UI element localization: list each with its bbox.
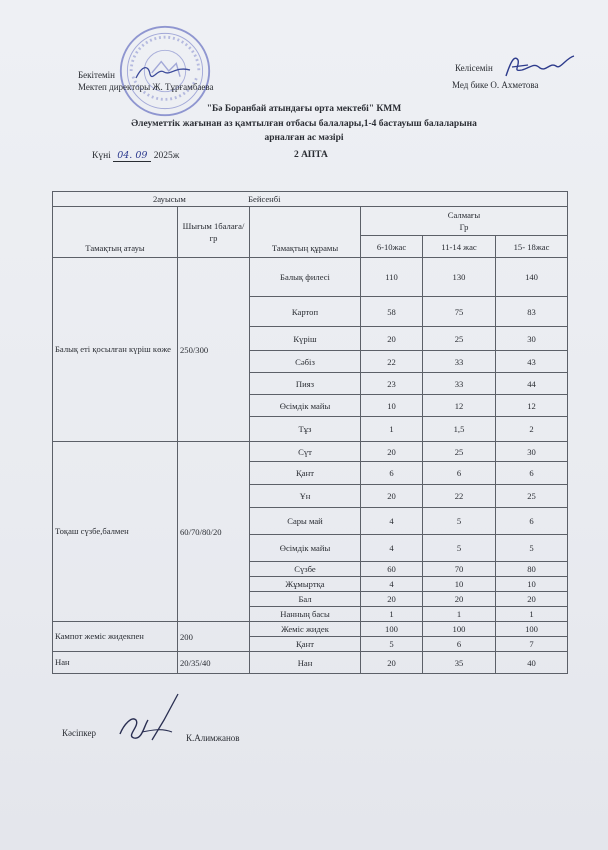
weight-11-14: 70 — [423, 562, 496, 577]
weight-15-18: 6 — [496, 462, 568, 485]
ingredient-name: Қант — [250, 462, 361, 485]
weight-15-18: 40 — [496, 652, 568, 674]
dish-output: 250/300 — [178, 258, 250, 442]
shift-row — [53, 192, 568, 207]
weight-6-10: 20 — [361, 592, 423, 607]
weight-6-10: 20 — [361, 442, 423, 462]
weight-6-10: 4 — [361, 577, 423, 592]
ingredient-name: Пияз — [250, 373, 361, 395]
weight-15-18: 7 — [496, 637, 568, 652]
weight-6-10: 110 — [361, 258, 423, 297]
weight-15-18: 80 — [496, 562, 568, 577]
date-value: 04. 09 — [113, 150, 151, 162]
nurse-signature — [500, 50, 580, 82]
header-row-1 — [53, 207, 568, 236]
dish-name: Нан — [53, 652, 178, 674]
weight-11-14: 12 — [423, 395, 496, 417]
header-weight-label: Салмағы — [447, 210, 481, 220]
header-composition: Тамақтың құрамы — [250, 207, 361, 258]
weight-15-18: 43 — [496, 351, 568, 373]
school-title: "Бә Боранбай атындағы орта мектебі" КММ — [206, 104, 402, 114]
weight-11-14: 35 — [423, 652, 496, 674]
shift-label: 2ауысым — [153, 194, 186, 204]
dish-name: Балық еті қосылған күріш көже — [53, 258, 178, 442]
weight-6-10: 1 — [361, 607, 423, 622]
agree-label: Келісемін — [455, 63, 493, 73]
header-weight — [361, 207, 568, 236]
shift-cell — [53, 192, 568, 207]
weight-15-18: 140 — [496, 258, 568, 297]
day-label: Бейсенбі — [248, 194, 281, 204]
ingredient-name: Өсімдік майы — [250, 535, 361, 562]
menu-table-body — [53, 192, 568, 674]
weight-11-14: 22 — [423, 485, 496, 508]
week-label: 2 АПТА — [294, 150, 328, 160]
ingredient-name: Тұз — [250, 417, 361, 442]
ingredient-name: Сәбіз — [250, 351, 361, 373]
weight-11-14: 20 — [423, 592, 496, 607]
weight-15-18: 10 — [496, 577, 568, 592]
entrepreneur-name: К.Алимжанов — [186, 733, 240, 743]
entrepreneur-label: Кәсіпкер — [62, 728, 96, 738]
nurse-name: Мед бике О. Ахметова — [452, 80, 539, 90]
approve-label: Бекітемін — [78, 70, 115, 80]
weight-6-10: 20 — [361, 485, 423, 508]
weight-11-14: 75 — [423, 297, 496, 327]
weight-15-18: 6 — [496, 508, 568, 535]
weight-6-10: 100 — [361, 622, 423, 637]
header-dish: Тамақтың атауы — [53, 207, 178, 258]
weight-15-18: 1 — [496, 607, 568, 622]
weight-15-18: 25 — [496, 485, 568, 508]
weight-11-14: 6 — [423, 637, 496, 652]
weight-11-14: 100 — [423, 622, 496, 637]
menu-row — [53, 622, 568, 637]
header-age-15-18: 15- 18жас — [496, 236, 568, 258]
weight-11-14: 1,5 — [423, 417, 496, 442]
date-label: Күні — [92, 151, 111, 161]
header-age-6-10: 6-10жас — [361, 236, 423, 258]
dish-name: Кампот жеміс жидекпен — [53, 622, 178, 652]
dish-output: 200 — [178, 622, 250, 652]
menu-row — [53, 442, 568, 462]
ingredient-name: Қант — [250, 637, 361, 652]
ingredient-name: Нанның басы — [250, 607, 361, 622]
date-line — [92, 150, 179, 161]
weight-15-18: 2 — [496, 417, 568, 442]
ingredient-name: Жеміс жидек — [250, 622, 361, 637]
dish-output: 20/35/40 — [178, 652, 250, 674]
ingredient-name: Картоп — [250, 297, 361, 327]
ingredient-name: Күріш — [250, 327, 361, 351]
weight-15-18: 44 — [496, 373, 568, 395]
weight-6-10: 20 — [361, 327, 423, 351]
weight-11-14: 130 — [423, 258, 496, 297]
weight-6-10: 23 — [361, 373, 423, 395]
header-output: Шығым 1балаға/гр — [178, 207, 250, 258]
weight-11-14: 10 — [423, 577, 496, 592]
weight-15-18: 100 — [496, 622, 568, 637]
menu-row — [53, 258, 568, 297]
entrepreneur-signature — [112, 690, 190, 750]
weight-15-18: 30 — [496, 442, 568, 462]
dish-name: Тоқаш сүзбе,балмен — [53, 442, 178, 622]
weight-15-18: 83 — [496, 297, 568, 327]
weight-11-14: 5 — [423, 508, 496, 535]
weight-11-14: 1 — [423, 607, 496, 622]
header-age-11-14: 11-14 жас — [423, 236, 496, 258]
menu-row — [53, 652, 568, 674]
ingredient-name: Сүзбе — [250, 562, 361, 577]
ingredient-name: Бал — [250, 592, 361, 607]
ingredient-name: Ұн — [250, 485, 361, 508]
menu-title-line2: Әлеуметтік жағынан аз қамтылған отбасы балалары,1-4 бастауыш балаларына — [131, 119, 477, 129]
weight-6-10: 6 — [361, 462, 423, 485]
ingredient-name: Нан — [250, 652, 361, 674]
menu-title-line3: арналған ас мәзірі — [264, 133, 344, 143]
weight-11-14: 33 — [423, 373, 496, 395]
weight-15-18: 12 — [496, 395, 568, 417]
dish-output: 60/70/80/20 — [178, 442, 250, 622]
ingredient-name: Өсімдік майы — [250, 395, 361, 417]
weight-15-18: 30 — [496, 327, 568, 351]
ingredient-name: Балық филесі — [250, 258, 361, 297]
weight-6-10: 22 — [361, 351, 423, 373]
director-signature — [132, 60, 194, 86]
weight-6-10: 1 — [361, 417, 423, 442]
weight-11-14: 25 — [423, 442, 496, 462]
weight-11-14: 6 — [423, 462, 496, 485]
weight-6-10: 60 — [361, 562, 423, 577]
weight-6-10: 58 — [361, 297, 423, 327]
weight-6-10: 10 — [361, 395, 423, 417]
weight-6-10: 20 — [361, 652, 423, 674]
header-unit-label: Гр — [459, 222, 469, 232]
ingredient-name: Сүт — [250, 442, 361, 462]
weight-11-14: 25 — [423, 327, 496, 351]
weight-15-18: 5 — [496, 535, 568, 562]
menu-table — [52, 191, 568, 674]
weight-6-10: 5 — [361, 637, 423, 652]
ingredient-name: Сары май — [250, 508, 361, 535]
weight-6-10: 4 — [361, 508, 423, 535]
weight-6-10: 4 — [361, 535, 423, 562]
weight-11-14: 33 — [423, 351, 496, 373]
weight-11-14: 5 — [423, 535, 496, 562]
director-name: Мектеп директоры Ж. Тұрғамбаева — [78, 82, 214, 92]
weight-15-18: 20 — [496, 592, 568, 607]
date-year: 2025ж — [153, 151, 180, 161]
ingredient-name: Жұмыртқа — [250, 577, 361, 592]
